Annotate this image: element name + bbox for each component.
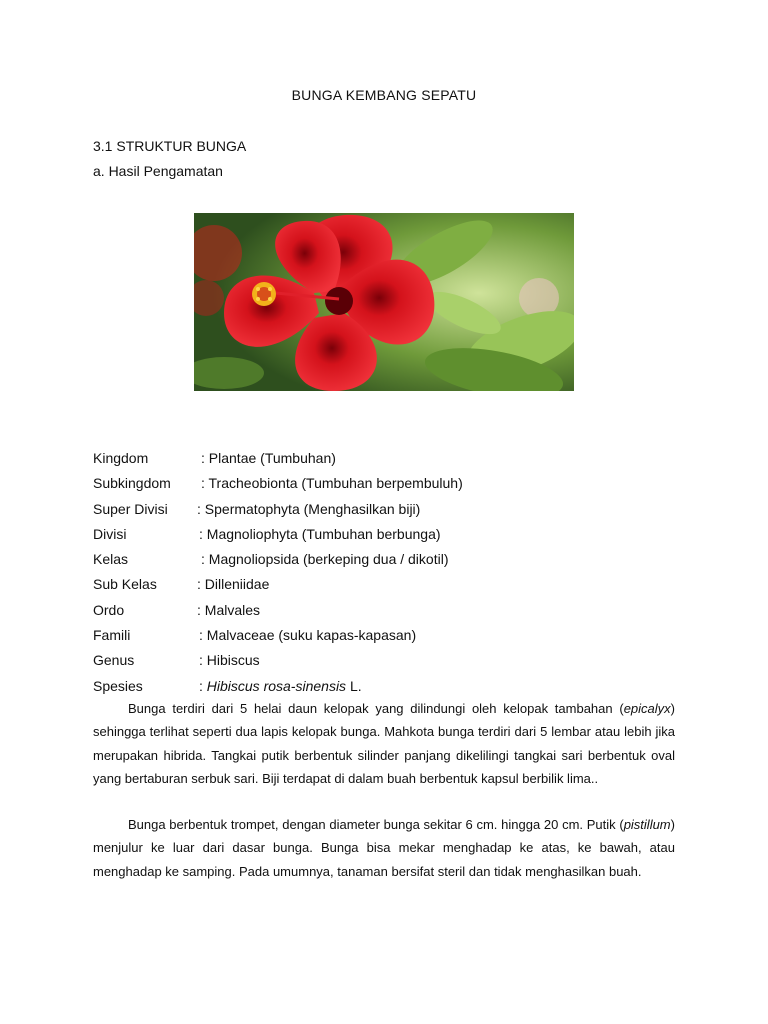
taxonomy-label: Kingdom xyxy=(93,450,149,466)
taxonomy-list xyxy=(93,448,613,701)
taxonomy-value: : Magnoliophyta (Tumbuhan berbunga) xyxy=(199,525,441,542)
paragraph-text: ) menjulur ke luar dari dasar bunga. Bunga bisa mekar menghadap ke atas, ke bawah, atau menghadap ke samping. Pada umumnya, tanaman bersifat steril dan tidak menghasilkan buah. xyxy=(93,817,675,879)
taxonomy-row xyxy=(93,549,613,574)
taxonomy-label: Famili xyxy=(93,627,131,644)
taxonomy-value-prefix: : xyxy=(199,677,207,694)
taxonomy-row xyxy=(93,448,613,473)
taxonomy-value-suffix: L. xyxy=(346,677,362,694)
taxonomy-value: : Malvaceae (suku kapas-kapasan) xyxy=(199,627,417,644)
taxonomy-label: Ordo xyxy=(93,601,125,618)
taxonomy-row xyxy=(93,473,613,498)
taxonomy-label: Super Divisi xyxy=(93,500,168,517)
taxonomy-row xyxy=(93,600,613,625)
document-title: BUNGA KEMBANG SEPATU xyxy=(291,87,477,103)
taxonomy-value: : Hibiscus xyxy=(199,652,260,669)
taxonomy-value: : Dilleniidae xyxy=(197,576,270,593)
hibiscus-photo xyxy=(194,213,574,391)
paragraph-italic-term: epicalyx xyxy=(623,701,671,716)
section-heading: 3.1 STRUKTUR BUNGA xyxy=(93,138,247,154)
subsection-heading: a. Hasil Pengamatan xyxy=(93,163,223,179)
taxonomy-row xyxy=(93,524,613,549)
taxonomy-value: : Tracheobionta (Tumbuhan berpembuluh) xyxy=(201,475,463,492)
taxonomy-label: Spesies xyxy=(93,677,143,694)
paragraph-flower-structure xyxy=(93,697,675,790)
paragraph-flower-shape xyxy=(93,813,675,883)
paragraph-text: ) sehingga terlihat seperti dua lapis kelopak bunga. Mahkota bunga terdiri dari 5 lembar atau lebih jika merupakan hibrida. Tangkai putik berbentuk silinder panjang dikelilingi tangkai sari berbentuk oval yang bertaburan serbuk sari. Biji terdapat di dalam buah berbentuk kapsul berbilik lima.. xyxy=(93,701,675,786)
taxonomy-label: Divisi xyxy=(93,525,127,542)
taxonomy-label: Genus xyxy=(93,652,135,669)
taxonomy-value xyxy=(199,676,362,696)
taxonomy-value: : Plantae (Tumbuhan) xyxy=(201,450,336,466)
taxonomy-row xyxy=(93,499,613,524)
paragraph-text: Bunga berbentuk trompet, dengan diameter bunga sekitar 6 cm. hingga 20 cm. Putik ( xyxy=(128,817,624,832)
paragraph-italic-term: pistillum xyxy=(623,817,671,832)
species-name-italic: Hibiscus rosa-sinensis xyxy=(206,677,347,694)
taxonomy-row xyxy=(93,574,613,599)
taxonomy-row xyxy=(93,625,613,650)
taxonomy-value: : Spermatophyta (Menghasilkan biji) xyxy=(197,500,421,517)
taxonomy-value: : Malvales xyxy=(197,601,261,618)
taxonomy-row xyxy=(93,650,613,675)
taxonomy-label: Subkingdom xyxy=(93,475,171,492)
taxonomy-value: : Magnoliopsida (berkeping dua / dikotil) xyxy=(201,551,449,568)
paragraph-text: Bunga terdiri dari 5 helai daun kelopak yang dilindungi oleh kelopak tambahan ( xyxy=(128,701,624,716)
taxonomy-label: Sub Kelas xyxy=(93,576,157,593)
taxonomy-label: Kelas xyxy=(93,551,129,568)
